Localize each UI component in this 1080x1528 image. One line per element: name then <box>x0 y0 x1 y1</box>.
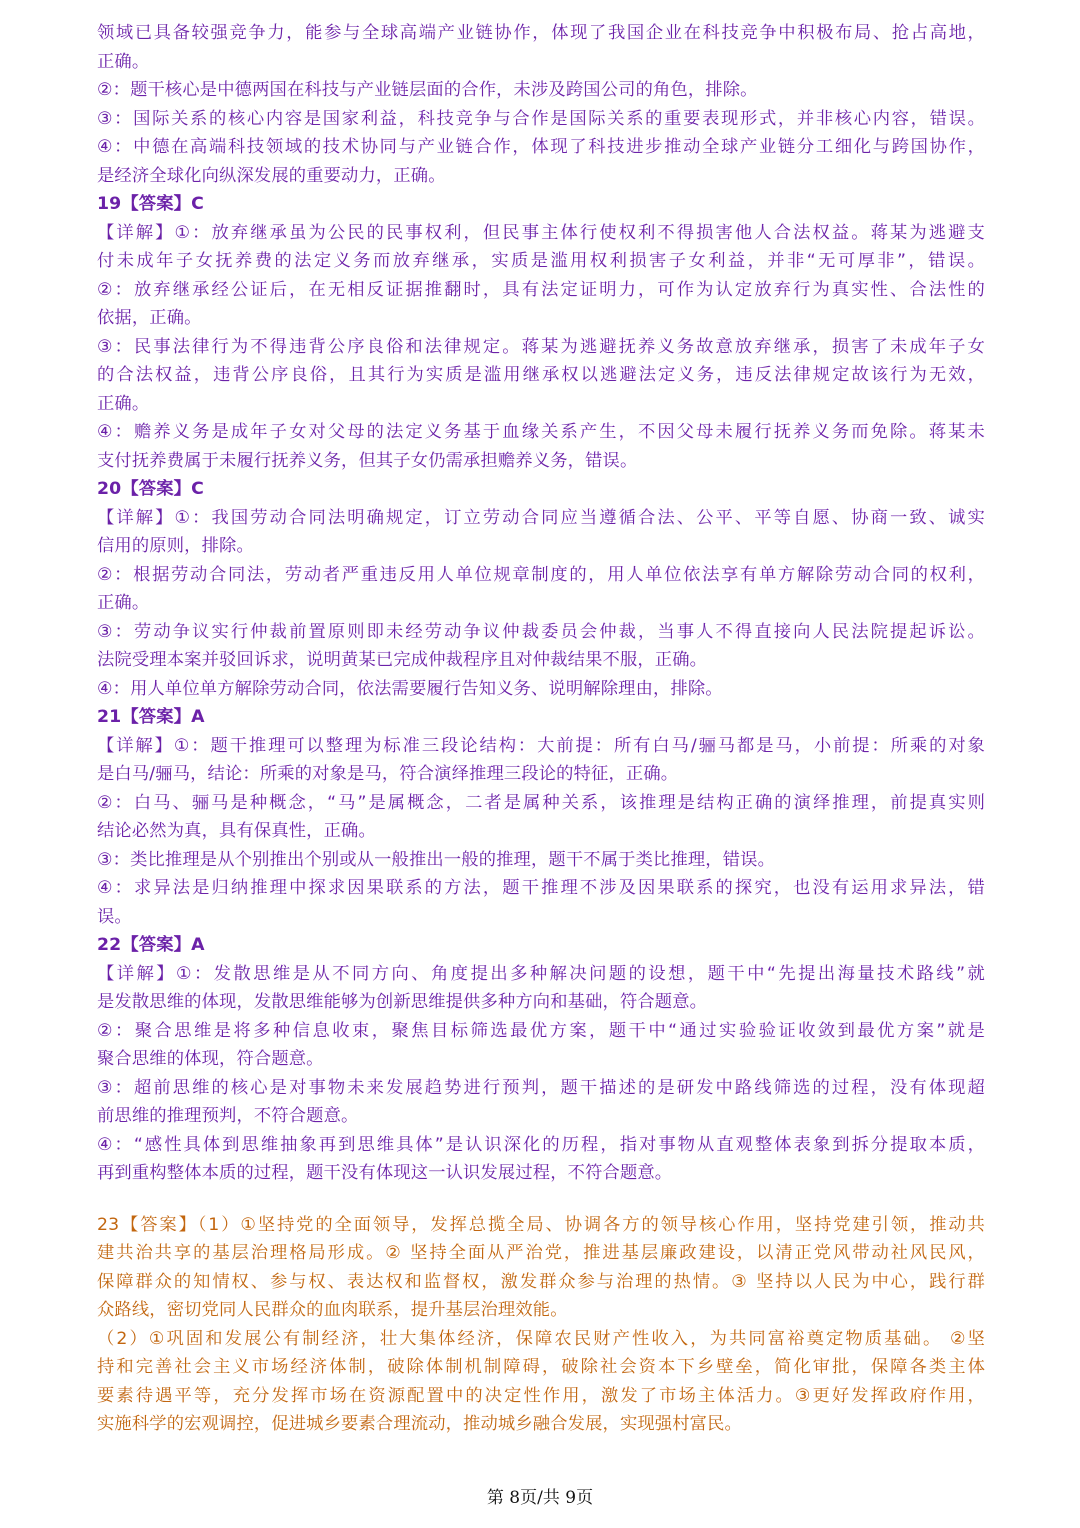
text-line: 正确。 <box>97 593 150 613</box>
text-line: ③：劳动争议实行仲裁前置原则即未经劳动争议仲裁委员会仲裁，当事人不得直接向人民法院提起诉讼。 <box>97 621 985 642</box>
text-line: 再到重构整体本质的过程，题干没有体现这一认识发展过程，不符合题意。 <box>97 1163 673 1183</box>
text-line: 前思维的推理预判，不符合题意。 <box>97 1106 359 1126</box>
answer-23-line: 建共治共享的基层治理格局形成。② 坚持全面从严治党，推进基层廉政建设，以清正党风带动社风民风， <box>97 1243 985 1263</box>
text-line: 信用的原则，排除。 <box>97 536 254 556</box>
answer-heading-21: 21【答案】A <box>97 707 205 727</box>
text-line: 依据，正确。 <box>97 308 202 328</box>
answer-23-line: 23【答案】（1）①坚持党的全面领导，发挥总揽全局、协调各方的领导核心作用，坚持党建引领，推动共 <box>97 1214 985 1235</box>
text-line: ④：用人单位单方解除劳动合同，依法需要履行告知义务、说明解除理由，排除。 <box>97 678 723 699</box>
text-line: ③：民事法律行为不得违背公序良俗和法律规定。蒋某为逃避抚养义务故意放弃继承，损害了未成年子女 <box>97 336 985 357</box>
text-line: ②：根据劳动合同法，劳动者严重违反用人单位规章制度的，用人单位依法享有单方解除劳动合同的权利， <box>97 564 985 585</box>
text-line: 是发散思维的体现，发散思维能够为创新思维提供多种方向和基础，符合题意。 <box>97 992 708 1012</box>
answer-23-line: （2）①巩固和发展公有制经济，壮大集体经济，保障农民财产性收入，为共同富裕奠定物质基础。 ②坚 <box>97 1328 985 1349</box>
answer-heading-20: 20【答案】C <box>97 479 204 499</box>
text-line: 支付抚养费属于未履行抚养义务，但其子女仍需承担赡养义务，错误。 <box>97 450 638 471</box>
text-line: 聚合思维的体现，符合题意。 <box>97 1049 324 1069</box>
text-line: ③：国际关系的核心内容是国家利益，科技竞争与合作是国际关系的重要表现形式，并非核心内容，错误。 <box>97 108 985 129</box>
text-line: 【详解】①：题干推理可以整理为标准三段论结构：大前提：所有白马/骊马都是马，小前提：所乘的对象 <box>97 735 985 756</box>
text-line: 是经济全球化向纵深发展的重要动力，正确。 <box>97 165 446 186</box>
answer-23-line: 众路线，密切党同人民群众的血肉联系，提升基层治理效能。 <box>97 1300 568 1320</box>
text-line: 法院受理本案并驳回诉求，说明黄某已完成仲裁程序且对仲裁结果不服，正确。 <box>97 650 708 670</box>
text-line: ④：“感性具体到思维抽象再到思维具体”是认识深化的历程，指对事物从直观整体表象到拆分提取本质， <box>97 1134 985 1155</box>
text-line: ②：白马、骊马是种概念，“马”是属概念，二者是属种关系，该推理是结构正确的演绎推理，前提真实则 <box>97 792 985 813</box>
answer-heading-19: 19【答案】C <box>97 194 204 214</box>
answer-23-line: 要素待遇平等，充分发挥市场在资源配置中的决定性作用，激发了市场主体活力。③更好发挥政府作用， <box>97 1385 985 1406</box>
answer-23-line: 保障群众的知情权、参与权、表达权和监督权，激发群众参与治理的热情。③ 坚持以人民为中心，践行群 <box>97 1271 985 1292</box>
text-line: ②：题干核心是中德两国在科技与产业链层面的合作，未涉及跨国公司的角色，排除。 <box>97 80 758 100</box>
text-line: 付未成年子女抚养费的法定义务而放弃继承，实质是滥用权利损害子女利益，并非“无可厚非”，错误。 <box>97 251 985 271</box>
document-body <box>97 19 985 1439</box>
text-line: ④：赡养义务是成年子女对父母的法定义务基于血缘关系产生，不因父母未履行抚养义务而免除。蒋某未 <box>97 422 985 442</box>
text-line: 的合法权益，违背公序良俗，且其行为实质是滥用继承权以逃避法定义务，违反法律规定故该行为无效， <box>97 365 985 385</box>
text-line: ②：聚合思维是将多种信息收束，聚焦目标筛选最优方案，题干中“通过实验验证收敛到最优方案”就是 <box>97 1020 985 1041</box>
text-line: ④：中德在高端科技领域的技术协同与产业链合作，体现了科技进步推动全球产业链分工细化与跨国协作， <box>97 137 985 157</box>
text-line: 正确。 <box>97 393 150 414</box>
text-line: 结论必然为真，具有保真性，正确。 <box>97 821 376 841</box>
section-gap <box>97 1188 985 1211</box>
text-line: 【详解】①：发散思维是从不同方向、角度提出多种解决问题的设想，题干中“先提出海量技术路线”就 <box>97 963 985 984</box>
text-line: ③：类比推理是从个别推出个别或从一般推出一般的推理，题干不属于类比推理，错误。 <box>97 849 776 870</box>
answer-23-line: 实施科学的宏观调控，促进城乡要素合理流动，推动城乡融合发展，实现强村富民。 <box>97 1414 742 1434</box>
page-number: 第 8页/共 9页 <box>486 1488 594 1508</box>
text-line: 【详解】①：放弃继承虽为公民的民事权利，但民事主体行使权利不得损害他人合法权益。蒋某为逃避支 <box>97 222 985 243</box>
answer-23-line: 持和完善社会主义市场经济体制，破除体制机制障碍，破除社会资本下乡壁垒，简化审批，保障各类主体 <box>97 1357 985 1377</box>
text-line: ④：求异法是归纳推理中探求因果联系的方法，题干推理不涉及因果联系的探究，也没有运用求异法，错 <box>97 878 985 898</box>
text-line: 领域已具备较强竞争力，能参与全球高端产业链协作，体现了我国企业在科技竞争中积极布局、抢占高地， <box>97 23 985 43</box>
answer-heading-22: 22【答案】A <box>97 935 205 955</box>
text-line: ②：放弃继承经公证后，在无相反证据推翻时，具有法定证明力，可作为认定放弃行为真实性、合法性的 <box>97 279 985 300</box>
text-line: 正确。 <box>97 51 150 72</box>
text-line: 【详解】①：我国劳动合同法明确规定，订立劳动合同应当遵循合法、公平、平等自愿、协商一致、诚实 <box>97 507 985 528</box>
text-line: ③：超前思维的核心是对事物未来发展趋势进行预判，题干描述的是研发中路线筛选的过程，没有体现超 <box>97 1077 985 1098</box>
text-line: 误。 <box>97 906 132 927</box>
text-line: 是白马/骊马，结论：所乘的对象是马，符合演绎推理三段论的特征，正确。 <box>97 764 679 784</box>
